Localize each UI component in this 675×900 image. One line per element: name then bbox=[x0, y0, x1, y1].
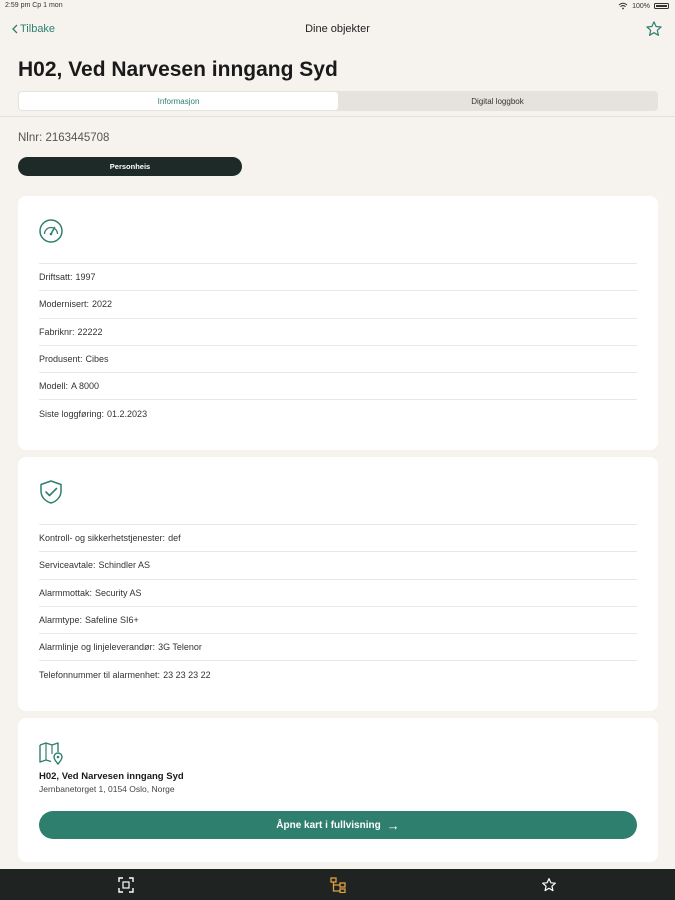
favorite-star-icon[interactable] bbox=[645, 20, 663, 38]
arrow-right-icon: → bbox=[386, 817, 400, 833]
gauge-icon bbox=[38, 218, 64, 244]
wifi-icon bbox=[618, 2, 628, 10]
location-name: H02, Ved Narvesen inngang Syd bbox=[39, 771, 184, 782]
nav-title: Dine objekter bbox=[305, 23, 370, 35]
open-map-button[interactable] bbox=[39, 811, 637, 839]
favorites-star-icon[interactable] bbox=[541, 877, 557, 893]
shield-check-icon bbox=[38, 479, 64, 505]
bottom-tab-bar bbox=[0, 869, 675, 900]
scan-icon[interactable] bbox=[118, 877, 134, 893]
row-alarmlinje: Alarmlinje og linjeleverandør: 3G Telenor bbox=[39, 633, 637, 660]
header-divider bbox=[0, 116, 675, 117]
navigation-bar bbox=[0, 16, 675, 44]
row-siste-loggforing: Siste loggføring: 01.2.2023 bbox=[39, 399, 637, 426]
row-driftsatt: Driftsatt: 1997 bbox=[39, 263, 637, 290]
location-address: Jernbanetorget 1, 0154 Oslo, Norge bbox=[39, 784, 175, 794]
safety-rows bbox=[39, 524, 637, 688]
row-kontroll: Kontroll- og sikkerhetstjenester: def bbox=[39, 524, 637, 551]
info-card-technical bbox=[18, 196, 658, 450]
objects-tree-icon[interactable] bbox=[330, 877, 346, 893]
info-card-safety bbox=[18, 457, 658, 711]
row-alarmtype: Alarmtype: Safeline SI6+ bbox=[39, 606, 637, 633]
status-right bbox=[618, 2, 669, 10]
technical-rows bbox=[39, 263, 637, 427]
tab-informasjon[interactable]: Informasjon bbox=[19, 92, 338, 110]
row-produsent: Produsent: Cibes bbox=[39, 345, 637, 372]
object-number: Nlnr: 2163445708 bbox=[18, 132, 110, 144]
map-pin-icon bbox=[38, 740, 64, 766]
status-bar bbox=[0, 0, 675, 12]
segmented-tabs bbox=[18, 91, 658, 111]
row-telefonnummer: Telefonnummer til alarmenhet: 23 23 23 22 bbox=[39, 660, 637, 687]
battery-icon bbox=[654, 3, 669, 9]
status-time: 2:59 pm Cp 1 mon bbox=[5, 2, 63, 9]
open-map-label: Åpne kart i fullvisning bbox=[276, 819, 381, 831]
battery-percent: 100% bbox=[632, 2, 650, 10]
location-card bbox=[18, 718, 658, 862]
page-title: H02, Ved Narvesen inngang Syd bbox=[18, 58, 338, 81]
row-fabriknr: Fabriknr: 22222 bbox=[39, 318, 637, 345]
row-modell: Modell: A 8000 bbox=[39, 372, 637, 399]
row-serviceavtale: Serviceavtale: Schindler AS bbox=[39, 551, 637, 578]
back-label: Tilbake bbox=[20, 23, 56, 35]
tab-digital-loggbok[interactable]: Digital loggbok bbox=[471, 96, 524, 106]
row-modernisert: Modernisert: 2022 bbox=[39, 290, 637, 317]
type-badge: Personheis bbox=[18, 157, 242, 176]
row-alarmmottak: Alarmmottak: Security AS bbox=[39, 579, 637, 606]
